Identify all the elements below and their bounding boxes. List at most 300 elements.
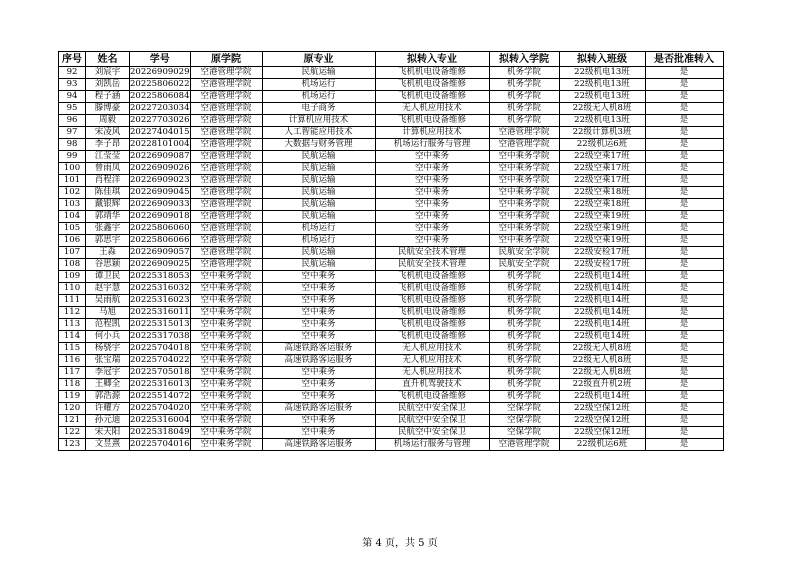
cell-original-college: 空中乘务学院 [190, 391, 262, 403]
cell-student-id: 20227203034 [130, 103, 190, 113]
cell-target-college: 机务学院 [489, 103, 559, 115]
table-row [59, 235, 724, 247]
cell-approved: 是 [645, 391, 723, 403]
cell-approved: 是 [645, 379, 723, 391]
cell-original-major: 机场运行 [262, 79, 375, 91]
cell-target-class: 22级机电13班 [559, 67, 645, 79]
cell-target-major: 无人机应用技术 [375, 367, 489, 379]
cell-index: 122 [59, 427, 86, 439]
table-row [59, 223, 724, 235]
cell-index: 93 [59, 79, 86, 91]
header-name: 姓名 [86, 52, 130, 67]
cell-index: 118 [59, 379, 86, 391]
table-row [59, 343, 724, 355]
cell-original-college: 空中乘务学院 [190, 295, 262, 307]
cell-original-college: 空港管理学院 [190, 187, 262, 199]
cell-original-college: 空港管理学院 [190, 91, 262, 103]
cell-original-major: 民航运输 [262, 211, 375, 223]
cell-name: 滕博豪 [86, 103, 130, 115]
cell-index: 96 [59, 115, 86, 127]
cell-original-major: 民航运输 [262, 151, 375, 163]
cell-student-id: 20225316011 [130, 307, 190, 317]
cell-original-major: 空中乘务 [262, 283, 375, 295]
cell-original-major: 空中乘务 [262, 319, 375, 331]
cell-target-class: 22级无人机8班 [559, 103, 645, 115]
table-row [59, 355, 724, 367]
table-row [59, 271, 724, 283]
cell-target-class: 22级空保12班 [559, 403, 645, 415]
header-row [59, 52, 724, 67]
cell-name: 戴银辉 [86, 199, 130, 211]
cell-target-major: 飞机机电设备维修 [375, 91, 489, 103]
cell-name: 文昱熹 [86, 439, 130, 451]
cell-name: 刘宸宇 [86, 67, 130, 79]
cell-original-major: 空中乘务 [262, 391, 375, 403]
cell-student-id: 20225806084 [130, 91, 190, 101]
cell-target-class: 22级机电14班 [559, 319, 645, 331]
cell-target-college: 空港管理学院 [489, 439, 559, 451]
cell-name: 赵宇慧 [86, 283, 130, 295]
cell-original-major: 大数据与财务管理 [262, 139, 375, 151]
cell-student-id: 20226909018 [130, 211, 190, 221]
cell-target-class: 22级无人机8班 [559, 343, 645, 355]
cell-original-major: 高速铁路客运服务 [262, 343, 375, 355]
cell-approved: 是 [645, 415, 723, 427]
cell-original-college: 空港管理学院 [190, 247, 262, 259]
table-row [59, 307, 724, 319]
cell-original-college: 空中乘务学院 [190, 271, 262, 283]
cell-student-id: 20226909045 [130, 187, 190, 197]
cell-name: 李子昂 [86, 139, 130, 151]
cell-target-class: 22级无人机8班 [559, 367, 645, 379]
cell-original-college: 空港管理学院 [190, 211, 262, 223]
cell-original-major: 民航运输 [262, 163, 375, 175]
cell-student-id: 20225317038 [130, 331, 190, 341]
cell-approved: 是 [645, 259, 723, 271]
cell-target-class: 22级空乘17班 [559, 151, 645, 163]
cell-name: 何小兵 [86, 331, 130, 343]
cell-original-major: 机场运行 [262, 91, 375, 103]
cell-target-college: 机务学院 [489, 295, 559, 307]
cell-student-id: 20225704018 [130, 343, 190, 353]
cell-original-major: 空中乘务 [262, 331, 375, 343]
cell-target-class: 22级安检17班 [559, 247, 645, 259]
cell-index: 107 [59, 247, 86, 259]
cell-original-college: 空中乘务学院 [190, 367, 262, 379]
cell-target-class: 22级计算机3班 [559, 127, 645, 139]
cell-index: 97 [59, 127, 86, 139]
cell-original-major: 民航运输 [262, 247, 375, 259]
cell-index: 95 [59, 103, 86, 115]
cell-target-major: 计算机应用技术 [375, 127, 489, 139]
cell-approved: 是 [645, 331, 723, 343]
cell-original-college: 空港管理学院 [190, 235, 262, 247]
cell-approved: 是 [645, 247, 723, 259]
cell-target-class: 22级直升机2班 [559, 379, 645, 391]
header-student-id: 学号 [130, 52, 191, 67]
cell-target-college: 空中乘务学院 [489, 199, 559, 211]
cell-index: 94 [59, 91, 86, 103]
cell-target-class: 22级空乘19班 [559, 211, 645, 223]
cell-original-college: 空港管理学院 [190, 151, 262, 163]
cell-target-college: 机务学院 [489, 355, 559, 367]
cell-original-college: 空港管理学院 [190, 79, 262, 91]
cell-target-college: 机务学院 [489, 331, 559, 343]
cell-student-id: 20226909025 [130, 259, 190, 269]
cell-approved: 是 [645, 163, 723, 175]
cell-target-class: 22级机电14班 [559, 307, 645, 319]
cell-approved: 是 [645, 199, 723, 211]
cell-index: 102 [59, 187, 86, 199]
table-row [59, 163, 724, 175]
cell-target-college: 空中乘务学院 [489, 175, 559, 187]
cell-student-id: 20226909033 [130, 199, 190, 209]
cell-student-id: 20225318049 [130, 427, 190, 437]
cell-index: 112 [59, 307, 86, 319]
cell-original-college: 空中乘务学院 [190, 307, 262, 319]
cell-name: 江莹莹 [86, 151, 130, 163]
cell-student-id: 20225316032 [130, 283, 190, 293]
cell-original-major: 空中乘务 [262, 271, 375, 283]
cell-index: 110 [59, 283, 86, 295]
cell-name: 王淼 [86, 247, 130, 259]
cell-target-college: 机务学院 [489, 343, 559, 355]
cell-student-id: 20225315013 [130, 319, 190, 329]
cell-target-class: 22级空乘17班 [559, 175, 645, 187]
cell-target-class: 22级空乘18班 [559, 187, 645, 199]
table-row [59, 91, 724, 103]
cell-name: 宋凌风 [86, 127, 130, 139]
cell-name: 张鑫宇 [86, 223, 130, 235]
cell-original-college: 空中乘务学院 [190, 439, 262, 451]
cell-student-id: 20226909087 [130, 151, 190, 161]
cell-student-id: 20227404015 [130, 127, 190, 137]
cell-original-major: 空中乘务 [262, 367, 375, 379]
cell-approved: 是 [645, 67, 723, 79]
table-row [59, 175, 724, 187]
cell-name: 郭浩源 [86, 391, 130, 403]
cell-approved: 是 [645, 187, 723, 199]
cell-target-college: 机务学院 [489, 115, 559, 127]
cell-original-major: 高速铁路客运服务 [262, 355, 375, 367]
cell-name: 谭卫民 [86, 271, 130, 283]
header-target-college: 拟转入学院 [489, 52, 559, 67]
cell-name: 李冠宇 [86, 367, 130, 379]
cell-target-college: 机务学院 [489, 79, 559, 91]
cell-approved: 是 [645, 427, 723, 439]
cell-student-id: 20225806022 [130, 79, 190, 89]
cell-target-class: 22级无人机8班 [559, 355, 645, 367]
cell-target-college: 机务学院 [489, 307, 559, 319]
cell-original-major: 电子商务 [262, 103, 375, 115]
cell-target-class: 22级机电14班 [559, 283, 645, 295]
table-row [59, 367, 724, 379]
cell-approved: 是 [645, 283, 723, 295]
cell-index: 100 [59, 163, 86, 175]
cell-target-class: 22级空乘19班 [559, 235, 645, 247]
cell-target-major: 空中乘务 [375, 151, 489, 163]
cell-target-major: 飞机机电设备维修 [375, 391, 489, 403]
cell-target-major: 飞机机电设备维修 [375, 271, 489, 283]
cell-name: 杨骁宇 [86, 343, 130, 355]
cell-approved: 是 [645, 271, 723, 283]
cell-index: 108 [59, 259, 86, 271]
cell-approved: 是 [645, 211, 723, 223]
cell-target-major: 机场运行服务与管理 [375, 439, 489, 451]
table-row [59, 379, 724, 391]
cell-original-major: 民航运输 [262, 187, 375, 199]
cell-target-major: 空中乘务 [375, 163, 489, 175]
cell-name: 宋天阳 [86, 427, 130, 439]
cell-target-college: 机务学院 [489, 271, 559, 283]
cell-original-major: 人工智能应用技术 [262, 127, 375, 139]
cell-student-id: 20225316004 [130, 415, 190, 425]
cell-target-major: 飞机机电设备维修 [375, 283, 489, 295]
cell-target-major: 无人机应用技术 [375, 343, 489, 355]
cell-target-class: 22级安检17班 [559, 259, 645, 271]
cell-target-college: 空保学院 [489, 427, 559, 439]
cell-approved: 是 [645, 307, 723, 319]
cell-target-class: 22级机运6班 [559, 439, 645, 451]
header-target-class: 拟转入班级 [559, 52, 645, 67]
cell-student-id: 20228101004 [130, 139, 190, 149]
cell-target-college: 空中乘务学院 [489, 211, 559, 223]
cell-student-id: 20225704022 [130, 355, 190, 365]
table-row [59, 283, 724, 295]
cell-index: 103 [59, 199, 86, 211]
cell-approved: 是 [645, 175, 723, 187]
cell-approved: 是 [645, 439, 723, 451]
cell-approved: 是 [645, 319, 723, 331]
table-row [59, 151, 724, 163]
cell-original-college: 空中乘务学院 [190, 403, 262, 415]
cell-target-major: 飞机机电设备维修 [375, 331, 489, 343]
cell-original-major: 计算机应用技术 [262, 115, 375, 127]
cell-approved: 是 [645, 343, 723, 355]
cell-name: 周毅 [86, 115, 130, 127]
cell-target-college: 机务学院 [489, 391, 559, 403]
cell-target-major: 民航安全技术管理 [375, 247, 489, 259]
cell-name: 许耀方 [86, 403, 130, 415]
cell-name: 谷思颖 [86, 259, 130, 271]
cell-index: 121 [59, 415, 86, 427]
table-row [59, 259, 724, 271]
cell-target-college: 机务学院 [489, 91, 559, 103]
table-row [59, 187, 724, 199]
cell-original-college: 空港管理学院 [190, 127, 262, 139]
cell-original-college: 空中乘务学院 [190, 331, 262, 343]
cell-name: 孙元迪 [86, 415, 130, 427]
cell-target-class: 22级机电14班 [559, 271, 645, 283]
cell-index: 123 [59, 439, 86, 451]
cell-approved: 是 [645, 223, 723, 235]
cell-target-class: 22级空乘18班 [559, 199, 645, 211]
cell-student-id: 20226909029 [130, 67, 190, 77]
cell-original-college: 空港管理学院 [190, 199, 262, 211]
cell-original-major: 空中乘务 [262, 295, 375, 307]
transfer-table [58, 51, 724, 451]
cell-target-major: 飞机机电设备维修 [375, 79, 489, 91]
cell-student-id: 20226909057 [130, 247, 190, 257]
cell-original-major: 高速铁路客运服务 [262, 439, 375, 451]
cell-approved: 是 [645, 91, 723, 103]
cell-approved: 是 [645, 295, 723, 307]
cell-index: 119 [59, 391, 86, 403]
table-row [59, 427, 724, 439]
table-row [59, 319, 724, 331]
cell-name: 陈佳琪 [86, 187, 130, 199]
cell-approved: 是 [645, 115, 723, 127]
cell-index: 115 [59, 343, 86, 355]
cell-original-college: 空中乘务学院 [190, 319, 262, 331]
cell-target-college: 机务学院 [489, 319, 559, 331]
cell-student-id: 20225514072 [130, 391, 190, 401]
cell-target-college: 机务学院 [489, 283, 559, 295]
cell-name: 范程凯 [86, 319, 130, 331]
cell-original-college: 空港管理学院 [190, 103, 262, 115]
cell-original-college: 空港管理学院 [190, 115, 262, 127]
table-row [59, 247, 724, 259]
cell-target-major: 飞机机电设备维修 [375, 115, 489, 127]
cell-approved: 是 [645, 127, 723, 139]
header-target-major: 拟转入专业 [375, 52, 489, 67]
cell-original-college: 空中乘务学院 [190, 355, 262, 367]
cell-original-college: 空中乘务学院 [190, 283, 262, 295]
cell-target-college: 空中乘务学院 [489, 187, 559, 199]
table-row [59, 127, 724, 139]
cell-target-college: 民航安全学院 [489, 247, 559, 259]
cell-original-college: 空港管理学院 [190, 223, 262, 235]
cell-name: 刘凯岳 [86, 79, 130, 91]
cell-target-major: 飞机机电设备维修 [375, 295, 489, 307]
cell-target-major: 空中乘务 [375, 187, 489, 199]
cell-original-college: 空中乘务学院 [190, 379, 262, 391]
cell-target-major: 空中乘务 [375, 199, 489, 211]
table-row [59, 199, 724, 211]
cell-name: 郭思宇 [86, 235, 130, 247]
cell-target-college: 空中乘务学院 [489, 223, 559, 235]
cell-target-major: 空中乘务 [375, 211, 489, 223]
table-row [59, 67, 724, 79]
cell-target-class: 22级机电13班 [559, 115, 645, 127]
cell-student-id: 20227703026 [130, 115, 190, 125]
header-original-college: 原学院 [190, 52, 262, 67]
cell-target-major: 空中乘务 [375, 235, 489, 247]
cell-target-major: 飞机机电设备维修 [375, 67, 489, 79]
cell-name: 吴雨航 [86, 295, 130, 307]
cell-index: 101 [59, 175, 86, 187]
cell-target-major: 无人机应用技术 [375, 103, 489, 115]
cell-approved: 是 [645, 151, 723, 163]
table-row [59, 139, 724, 151]
cell-original-college: 空港管理学院 [190, 139, 262, 151]
cell-index: 117 [59, 367, 86, 379]
cell-target-college: 机务学院 [489, 379, 559, 391]
cell-approved: 是 [645, 103, 723, 115]
cell-target-college: 民航安全学院 [489, 259, 559, 271]
cell-student-id: 20225318053 [130, 271, 190, 281]
cell-index: 105 [59, 223, 86, 235]
cell-original-major: 空中乘务 [262, 307, 375, 319]
cell-target-major: 民航空中安全保卫 [375, 415, 489, 427]
table-row [59, 211, 724, 223]
cell-target-major: 民航空中安全保卫 [375, 403, 489, 415]
cell-name: 郭靖华 [86, 211, 130, 223]
cell-target-major: 直升机驾驶技术 [375, 379, 489, 391]
cell-name: 王卿全 [86, 379, 130, 391]
cell-approved: 是 [645, 355, 723, 367]
cell-index: 113 [59, 319, 86, 331]
cell-target-college: 空港管理学院 [489, 127, 559, 139]
cell-target-class: 22级空保12班 [559, 427, 645, 439]
cell-original-college: 空港管理学院 [190, 163, 262, 175]
cell-index: 106 [59, 235, 86, 247]
cell-original-college: 空港管理学院 [190, 67, 262, 79]
cell-index: 98 [59, 139, 86, 151]
table-row [59, 331, 724, 343]
cell-target-college: 空保学院 [489, 403, 559, 415]
cell-target-class: 22级空乘19班 [559, 223, 645, 235]
table-row [59, 79, 724, 91]
cell-student-id: 20226909026 [130, 163, 190, 173]
cell-target-class: 22级机电13班 [559, 91, 645, 103]
cell-original-major: 民航运输 [262, 175, 375, 187]
cell-target-college: 机务学院 [489, 67, 559, 79]
cell-target-major: 民航安全技术管理 [375, 259, 489, 271]
cell-index: 111 [59, 295, 86, 307]
table-row [59, 403, 724, 415]
cell-target-college: 空中乘务学院 [489, 235, 559, 247]
cell-target-major: 民航空中安全保卫 [375, 427, 489, 439]
table-row [59, 391, 724, 403]
cell-original-college: 空中乘务学院 [190, 415, 262, 427]
cell-approved: 是 [645, 403, 723, 415]
cell-student-id: 20226909023 [130, 175, 190, 185]
cell-original-major: 机场运行 [262, 235, 375, 247]
cell-target-class: 22级空保12班 [559, 415, 645, 427]
cell-target-major: 空中乘务 [375, 223, 489, 235]
cell-target-major: 无人机应用技术 [375, 355, 489, 367]
cell-target-college: 空港管理学院 [489, 139, 559, 151]
cell-target-class: 22级机电14班 [559, 331, 645, 343]
cell-target-class: 22级空乘17班 [559, 163, 645, 175]
cell-original-major: 高速铁路客运服务 [262, 403, 375, 415]
cell-index: 120 [59, 403, 86, 415]
cell-original-major: 空中乘务 [262, 415, 375, 427]
cell-original-major: 民航运输 [262, 67, 375, 79]
header-approved: 是否批准转入 [645, 52, 723, 67]
cell-original-major: 空中乘务 [262, 427, 375, 439]
cell-original-college: 空港管理学院 [190, 259, 262, 271]
cell-target-college: 机务学院 [489, 367, 559, 379]
cell-student-id: 20225704020 [130, 403, 190, 413]
cell-student-id: 20225705018 [130, 367, 190, 377]
page-footer: 第 4 页，共 5 页 [362, 538, 438, 549]
cell-index: 104 [59, 211, 86, 223]
cell-student-id: 20225806066 [130, 235, 190, 245]
cell-target-college: 空中乘务学院 [489, 151, 559, 163]
header-index: 序号 [59, 52, 86, 67]
cell-target-major: 飞机机电设备维修 [375, 319, 489, 331]
table-row [59, 439, 724, 451]
table-row [59, 415, 724, 427]
cell-student-id: 20225704016 [130, 439, 190, 449]
cell-approved: 是 [645, 235, 723, 247]
cell-target-class: 22级机电14班 [559, 295, 645, 307]
cell-target-college: 空中乘务学院 [489, 163, 559, 175]
cell-original-college: 空中乘务学院 [190, 343, 262, 355]
cell-target-class: 22级机运6班 [559, 139, 645, 151]
